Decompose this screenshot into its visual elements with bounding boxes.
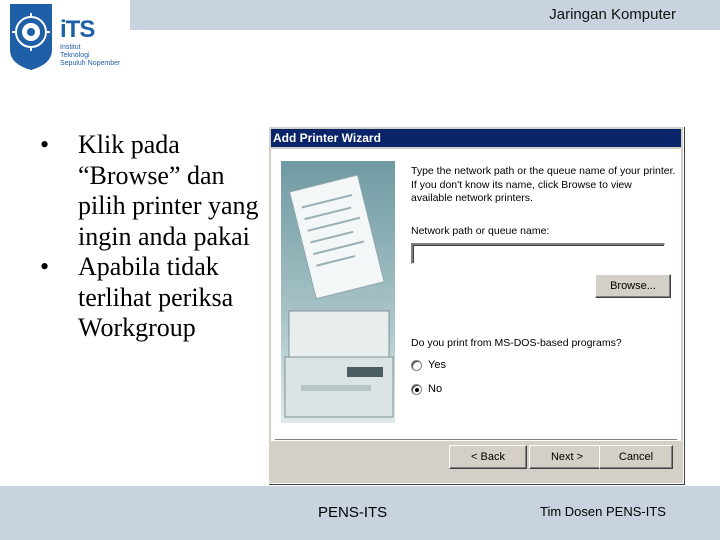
- footer-center-text: PENS-ITS: [318, 504, 388, 521]
- footer-right-text: Tim Dosen PENS-ITS: [540, 504, 666, 519]
- next-button[interactable]: Next >: [529, 445, 605, 469]
- dos-question-label: Do you print from MS-DOS-based programs?: [411, 337, 622, 349]
- instruction-text: Type the network path or the queue name of your printer. If you don't know its name, click Browse to view available network printers.: [411, 165, 676, 204]
- back-button[interactable]: < Back: [449, 445, 527, 469]
- logo-subtitle: [60, 44, 130, 68]
- radio-yes-label: Yes: [428, 359, 446, 371]
- add-printer-wizard-dialog: [268, 126, 684, 484]
- network-path-label: Network path or queue name:: [411, 225, 550, 237]
- slide-bullets: [40, 130, 270, 344]
- radio-yes[interactable]: [411, 359, 446, 371]
- header-bar: [130, 0, 720, 30]
- network-path-input[interactable]: [411, 243, 665, 264]
- bullet-item: • Klik pada “Browse” dan pilih printer yang ingin anda pakai: [40, 130, 270, 252]
- radio-no-button[interactable]: [411, 384, 422, 395]
- its-logo: [4, 2, 130, 74]
- radio-yes-button[interactable]: [411, 360, 422, 371]
- bullet-item: • Apabila tidak terlihat periksa Workgroup: [40, 252, 270, 344]
- logo-subtitle-line: Teknologi: [60, 52, 90, 59]
- radio-no[interactable]: [411, 383, 442, 395]
- browse-button[interactable]: Browse...: [595, 274, 671, 298]
- footer-bar: [0, 486, 720, 540]
- its-seal-icon: [6, 2, 56, 72]
- dialog-content: [271, 149, 681, 441]
- header-title: Jaringan Komputer: [549, 6, 676, 23]
- cancel-button[interactable]: Cancel: [599, 445, 673, 469]
- logo-subtitle-line: Sepuluh Nopember: [60, 60, 121, 67]
- dialog-titlebar[interactable]: Add Printer Wizard: [271, 129, 681, 147]
- button-separator: [275, 439, 677, 441]
- printer-illustration-icon: [281, 161, 395, 423]
- logo-subtitle-line: Institut: [60, 44, 81, 51]
- radio-no-label: No: [428, 383, 443, 395]
- logo-brand: iTS: [60, 16, 95, 43]
